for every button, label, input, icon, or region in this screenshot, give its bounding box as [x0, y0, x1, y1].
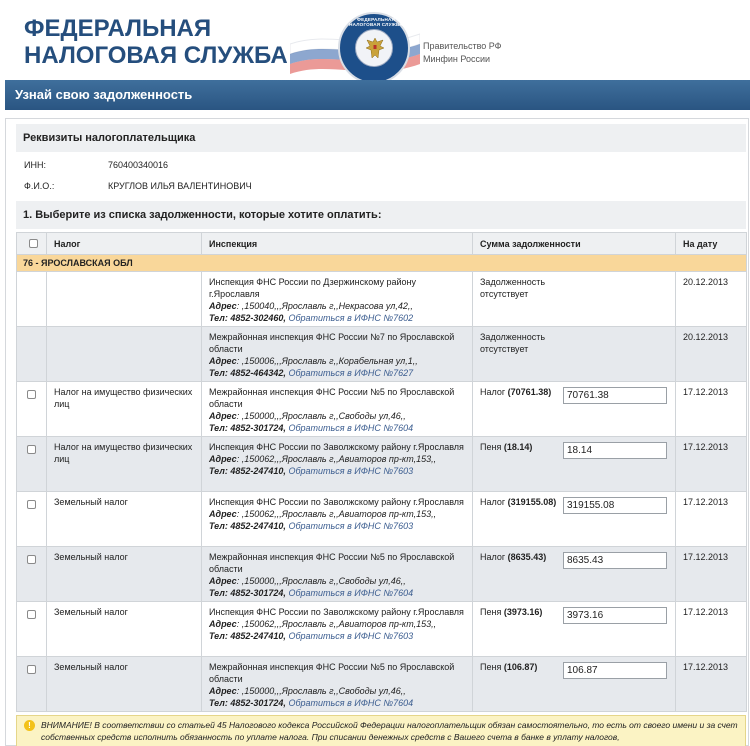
row-checkbox[interactable]	[27, 665, 36, 674]
inspection-address	[209, 300, 468, 312]
inspection-phone	[209, 520, 468, 532]
inspection-name: Инспекция ФНС России по Дзержинскому району г.Ярославля	[209, 277, 416, 299]
phone-label: Тел	[209, 698, 225, 708]
inspection-phone	[209, 312, 468, 324]
amount-value: (106.87)	[503, 662, 538, 672]
inspection-address	[209, 685, 468, 697]
inspection-cell	[202, 327, 473, 382]
table-row	[17, 492, 747, 547]
payment-amount-input[interactable]	[563, 442, 667, 459]
inspection-name: Инспекция ФНС России по Заволжскому району г.Ярославля	[209, 442, 464, 452]
column-header-tax[interactable]: Налог	[47, 233, 202, 255]
gov-link[interactable]: Правительство РФ	[423, 41, 502, 51]
row-checkbox[interactable]	[27, 610, 36, 619]
brand-line-2: НАЛОГОВАЯ СЛУЖБА	[24, 42, 288, 69]
row-select-cell	[17, 602, 47, 657]
table-row	[17, 657, 747, 712]
phone-value: : 4852-301724,	[224, 423, 286, 433]
site-header	[0, 0, 750, 80]
tax-cell	[47, 272, 202, 327]
inspection-phone	[209, 630, 468, 642]
table-header-row	[17, 233, 747, 255]
payment-amount-input[interactable]	[563, 497, 667, 514]
inspection-cell	[202, 547, 473, 602]
payment-amount-input[interactable]	[563, 552, 667, 569]
table-row	[17, 382, 747, 437]
minfin-link[interactable]: Минфин России	[423, 54, 491, 64]
inspection-name: Межрайонная инспекция ФНС России №5 по Ярославской области	[209, 387, 455, 409]
phone-value: : 4852-301724,	[224, 588, 286, 598]
address-label: Адрес	[209, 356, 237, 366]
tax-cell: Земельный налог	[47, 547, 202, 602]
warning-text: ВНИМАНИЕ! В соответствии со статьей 45 Налогового кодекса Российской Федерации налогоплательщик обязан самостоятельно, то есть от своего имени и за счет собственных средств исполнить обязанность по уплате налога. При списании денежных средств с Вашего счета в банке в уплату налогов,	[41, 720, 738, 742]
amount-type: Пеня	[480, 442, 502, 452]
payment-amount-input[interactable]	[563, 607, 667, 624]
row-select-cell	[17, 327, 47, 382]
amount-value: (18.14)	[503, 442, 533, 452]
phone-label: Тел	[209, 588, 225, 598]
amount-cell	[473, 657, 676, 712]
amount-type: Задолженность отсутствует	[480, 332, 546, 354]
date-cell: 17.12.2013	[676, 382, 747, 437]
inspection-phone	[209, 367, 468, 379]
region-name: 76 - ЯРОСЛАВСКАЯ ОБЛ	[17, 255, 747, 272]
amount-label	[480, 276, 560, 300]
tax-cell: Налог на имущество физических лиц	[47, 382, 202, 437]
select-all-checkbox[interactable]	[29, 239, 38, 248]
tax-cell: Налог на имущество физических лиц	[47, 437, 202, 492]
inspection-address	[209, 453, 468, 465]
emblem-text: ФЕДЕРАЛЬНАЯ НАЛОГОВАЯ СЛУЖБА	[349, 17, 403, 27]
inspection-cell	[202, 602, 473, 657]
fio-label: Ф.И.О.:	[24, 181, 55, 191]
address-label: Адрес	[209, 686, 237, 696]
amount-cell	[473, 272, 676, 327]
phone-label: Тел	[209, 631, 225, 641]
contact-ifns-link[interactable]: Обратиться в ИФНС №7604	[288, 698, 414, 708]
fns-emblem[interactable]	[338, 12, 410, 84]
inspection-name: Инспекция ФНС России по Заволжскому району г.Ярославля	[209, 497, 464, 507]
taxpayer-section-title: Реквизиты налогоплательщика	[16, 124, 746, 152]
phone-value: : 4852-464342,	[224, 368, 286, 378]
inspection-name: Инспекция ФНС России по Заволжскому району г.Ярославля	[209, 607, 464, 617]
debts-section-title: 1. Выберите из списка задолженности, которые хотите оплатить:	[16, 201, 746, 229]
phone-label: Тел	[209, 313, 225, 323]
row-select-cell	[17, 492, 47, 547]
phone-label: Тел	[209, 368, 225, 378]
inspection-cell	[202, 272, 473, 327]
address-value: : ,150000,,,Ярославль г,,Свободы ул,46,,	[236, 576, 406, 586]
row-checkbox[interactable]	[27, 445, 36, 454]
row-select-cell	[17, 272, 47, 327]
amount-value: (319155.08)	[507, 497, 557, 507]
phone-value: : 4852-247410,	[224, 631, 286, 641]
warning-icon: !	[24, 720, 35, 731]
address-label: Адрес	[209, 509, 237, 519]
date-cell: 20.12.2013	[676, 272, 747, 327]
date-cell: 17.12.2013	[676, 657, 747, 712]
page-title: Узнай свою задолженность	[5, 80, 750, 110]
address-value: : ,150062,,,Ярославль г,,Авиаторов пр-кт,153,,	[236, 454, 437, 464]
address-label: Адрес	[209, 411, 237, 421]
inspection-name: Межрайонная инспекция ФНС России №5 по Ярославской области	[209, 662, 455, 684]
inspection-phone	[209, 465, 468, 477]
amount-type: Налог	[480, 497, 506, 507]
inspection-name: Межрайонная инспекция ФНС России №7 по Ярославской области	[209, 332, 455, 354]
address-value: : ,150006,,,Ярославль г,,Корабельная ул,1,,	[236, 356, 418, 366]
column-header-inspection[interactable]: Инспекция	[202, 233, 473, 255]
debts-table	[16, 232, 747, 712]
region-row	[17, 255, 747, 272]
table-row	[17, 437, 747, 492]
date-cell: 17.12.2013	[676, 437, 747, 492]
inspection-phone	[209, 697, 468, 709]
date-cell: 17.12.2013	[676, 602, 747, 657]
amount-cell	[473, 547, 676, 602]
contact-ifns-link[interactable]: Обратиться в ИФНС №7603	[288, 466, 414, 476]
address-value: : ,150000,,,Ярославль г,,Свободы ул,46,,	[236, 686, 406, 696]
amount-label	[480, 441, 560, 453]
phone-label: Тел	[209, 423, 225, 433]
table-row	[17, 547, 747, 602]
phone-label: Тел	[209, 466, 225, 476]
tax-cell: Земельный налог	[47, 657, 202, 712]
inspection-address	[209, 355, 468, 367]
payment-amount-input[interactable]	[563, 662, 667, 679]
phone-value: : 4852-301724,	[224, 698, 286, 708]
phone-value: : 4852-247410,	[224, 521, 286, 531]
amount-cell	[473, 437, 676, 492]
table-row	[17, 272, 747, 327]
emblem-shield	[355, 29, 393, 67]
phone-label: Тел	[209, 521, 225, 531]
table-row	[17, 602, 747, 657]
address-value: : ,150062,,,Ярославль г,,Авиаторов пр-кт,153,,	[236, 619, 437, 629]
address-label: Адрес	[209, 301, 237, 311]
inspection-cell	[202, 492, 473, 547]
inspection-address	[209, 508, 468, 520]
tax-cell: Земельный налог	[47, 602, 202, 657]
row-checkbox[interactable]	[27, 555, 36, 564]
main-content	[5, 118, 749, 746]
amount-label	[480, 496, 560, 508]
payment-amount-input[interactable]	[563, 387, 667, 404]
amount-label	[480, 386, 560, 398]
amount-type: Задолженность отсутствует	[480, 277, 546, 299]
inspection-address	[209, 575, 468, 587]
contact-ifns-link[interactable]: Обратиться в ИФНС №7604	[288, 588, 414, 598]
amount-type: Налог	[480, 552, 506, 562]
phone-value: : 4852-302460,	[224, 313, 286, 323]
contact-ifns-link[interactable]: Обратиться в ИФНС №7627	[288, 368, 414, 378]
government-links	[423, 40, 502, 66]
address-value: : ,150040,,,Ярославль г,,Некрасова ул,42,,	[236, 301, 413, 311]
warning-notice	[16, 715, 746, 746]
row-checkbox[interactable]	[27, 500, 36, 509]
row-checkbox[interactable]	[27, 390, 36, 399]
inspection-phone	[209, 422, 468, 434]
fio-value: КРУГЛОВ ИЛЬЯ ВАЛЕНТИНОВИЧ	[108, 181, 252, 191]
row-select-cell	[17, 382, 47, 437]
amount-value: (8635.43)	[507, 552, 547, 562]
inspection-cell	[202, 382, 473, 437]
contact-ifns-link[interactable]: Обратиться в ИФНС №7604	[288, 423, 414, 433]
amount-label	[480, 331, 560, 355]
address-label: Адрес	[209, 619, 237, 629]
amount-value: (70761.38)	[507, 387, 552, 397]
phone-value: : 4852-247410,	[224, 466, 286, 476]
amount-label	[480, 606, 560, 618]
amount-cell	[473, 327, 676, 382]
amount-cell	[473, 602, 676, 657]
amount-cell	[473, 382, 676, 437]
tax-cell	[47, 327, 202, 382]
amount-value: (3973.16)	[503, 607, 543, 617]
amount-label	[480, 551, 560, 563]
inn-value: 760400340016	[108, 160, 169, 170]
amount-cell	[473, 492, 676, 547]
brand-line-1: ФЕДЕРАЛЬНАЯ	[24, 15, 212, 42]
amount-type: Пеня	[480, 662, 502, 672]
brand-title[interactable]	[24, 15, 288, 69]
row-select-cell	[17, 437, 47, 492]
tax-cell: Земельный налог	[47, 492, 202, 547]
table-row	[17, 327, 747, 382]
select-all-cell	[17, 233, 47, 255]
amount-type: Налог	[480, 387, 506, 397]
date-cell: 17.12.2013	[676, 547, 747, 602]
amount-label	[480, 661, 560, 673]
inspection-cell	[202, 657, 473, 712]
row-select-cell	[17, 657, 47, 712]
inspection-cell	[202, 437, 473, 492]
inspection-address	[209, 410, 468, 422]
contact-ifns-link[interactable]: Обратиться в ИФНС №7603	[288, 631, 414, 641]
inn-label: ИНН:	[24, 160, 46, 170]
address-value: : ,150000,,,Ярославль г,,Свободы ул,46,,	[236, 411, 406, 421]
inspection-phone	[209, 587, 468, 599]
column-header-date[interactable]: На дату	[676, 233, 747, 255]
row-select-cell	[17, 547, 47, 602]
address-label: Адрес	[209, 576, 237, 586]
column-header-amount[interactable]: Сумма задолженности	[473, 233, 676, 255]
contact-ifns-link[interactable]: Обратиться в ИФНС №7602	[288, 313, 414, 323]
inspection-name: Межрайонная инспекция ФНС России №5 по Ярославской области	[209, 552, 455, 574]
contact-ifns-link[interactable]: Обратиться в ИФНС №7603	[288, 521, 414, 531]
date-cell: 20.12.2013	[676, 327, 747, 382]
amount-type: Пеня	[480, 607, 502, 617]
address-label: Адрес	[209, 454, 237, 464]
eagle-icon	[365, 36, 385, 60]
inspection-address	[209, 618, 468, 630]
date-cell: 17.12.2013	[676, 492, 747, 547]
address-value: : ,150062,,,Ярославль г,,Авиаторов пр-кт,153,,	[236, 509, 437, 519]
